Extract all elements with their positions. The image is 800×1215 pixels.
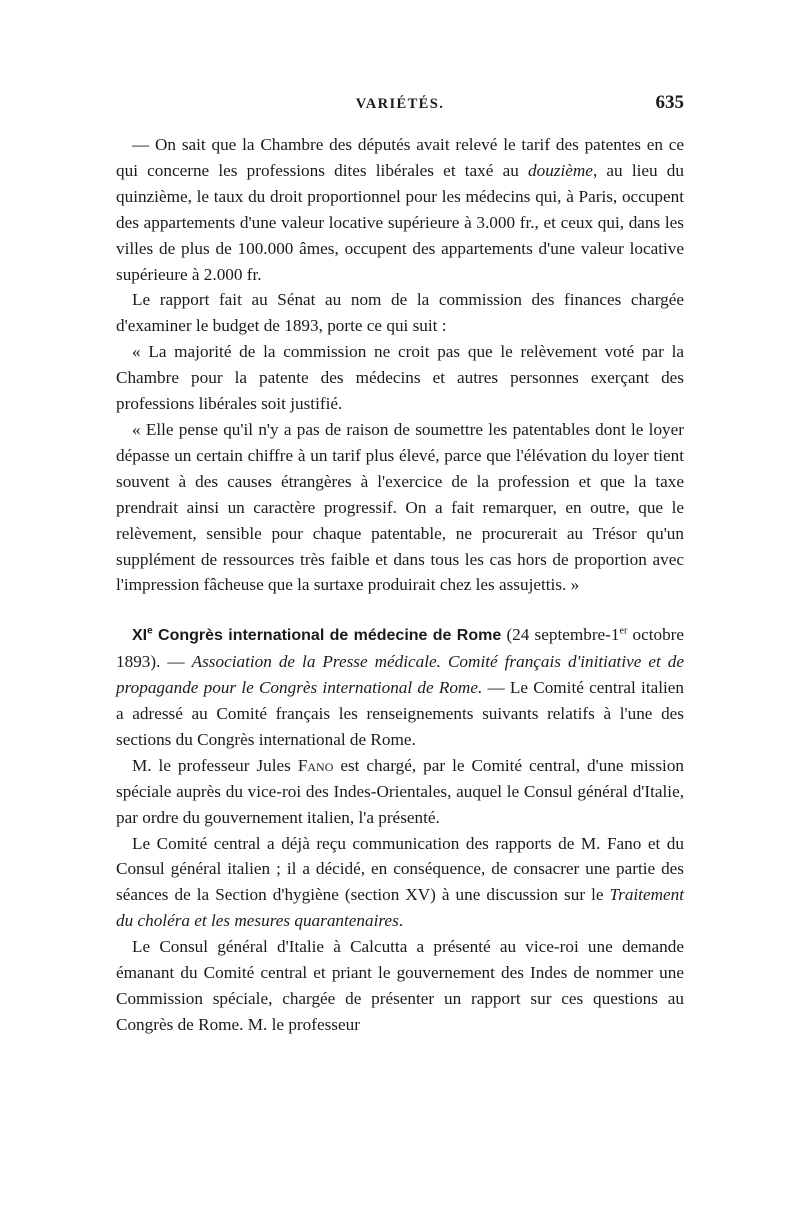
- association-title: Association de la Presse médicale. Comité français d'initiative et de propagande pour le Congrès international de Rome.: [116, 652, 684, 698]
- congress-heading-paragraph: [116, 622, 684, 753]
- paragraph-text: est chargé, par le Comité central, d'une mission spéciale auprès du vice-roi des Indes-Orientales, auquel le Consul général d'Italie, par ordre du gouvernement italien, l'a présenté.: [116, 755, 685, 827]
- congress-dates: (24 septembre-1: [501, 625, 620, 645]
- heading-number-sup: e: [147, 625, 153, 637]
- running-header: [116, 92, 684, 132]
- running-title: VARIÉTÉS.: [355, 96, 445, 112]
- italic-topic: Traitement du choléra et les mesures quarantenaires: [116, 885, 684, 931]
- paragraph-comite-central: [116, 831, 684, 935]
- paragraph-fano: [116, 753, 684, 831]
- person-name: Fano: [297, 755, 334, 775]
- paragraph-text: M. le professeur Jules: [132, 755, 298, 775]
- quote-paragraph-2: « Elle pense qu'il n'y a pas de raison de soumettre les patentables dont le loyer dépasse un certain chiffre à un tarif plus élevé, parce que l'élévation du loyer tient souvent à des causes étrangères à l'exercice de la profession et que la taxe prendrait ainsi un caractère progressif. On a fait remarquer, en outre, que le relèvement, sensible pour chaque patentable, ne procurerait au Trésor qu'un supplément de ressources très faible et dans tous les cas hors de proportion avec l'impression fâcheuse que la surtaxe produirait chez les assujettis. »: [116, 419, 684, 595]
- section-spacer: [116, 598, 684, 622]
- congress-dates-end: octobre 1893). —: [116, 625, 685, 672]
- paragraph-text: Le Comité central a déjà reçu communication des rapports de M. Fano et du Consul général italien ; il a décidé, en conséquence, de consacrer une partie des séances de la Section d'hygiène (section XV) à une discussion sur le: [116, 833, 684, 905]
- paragraph-text: — Le Comité central italien a adressé au Comité français les renseignements suivants relatifs à l'une des sections du Congrès international de Rome.: [116, 678, 684, 749]
- paragraph-patentes: [116, 132, 684, 287]
- italic-term: douzième: [528, 160, 593, 180]
- paragraph-text: , au lieu du quinzième, le taux du droit proportionnel pour les médecins qui, à Paris, occupent des appartements d'une valeur locative supérieure à 3.000 fr., et ceux qui, dans les villes de plus de 100.000 âmes, occupent des appartements d'une valeur locative supérieure à 2.000 fr.: [116, 160, 684, 284]
- body-text: [116, 132, 684, 1038]
- document-page: [116, 92, 684, 1038]
- heading-title: Congrès international de médecine de Rome: [152, 627, 502, 645]
- heading-number: XI: [132, 627, 148, 645]
- quote-paragraph-1: « La majorité de la commission ne croit pas que le relèvement voté par la Chambre pour la patente des médecins et autres personnes exerçant des professions libérales soit justifié.: [116, 342, 684, 414]
- paragraph-senate-report: Le rapport fait au Sénat au nom de la commission des finances chargée d'examiner le budget de 1893, porte ce qui suit :: [116, 290, 684, 336]
- paragraph-text: — On sait que la Chambre des députés avait relevé le tarif des patentes en ce qui concerne les professions dites libérales et taxé au: [116, 135, 684, 180]
- congress-heading: [132, 627, 501, 644]
- dates-sup: er: [619, 625, 628, 637]
- paragraph-consul: Le Consul général d'Italie à Calcutta a présenté au vice-roi une demande émanant du Comité central et priant le gouvernement des Indes de nommer une Commission spéciale, chargée de présenter un rapport sur ces questions au Congrès de Rome. M. le professeur: [116, 937, 684, 1034]
- page-number: 635: [655, 92, 684, 113]
- paragraph-text: .: [398, 911, 404, 931]
